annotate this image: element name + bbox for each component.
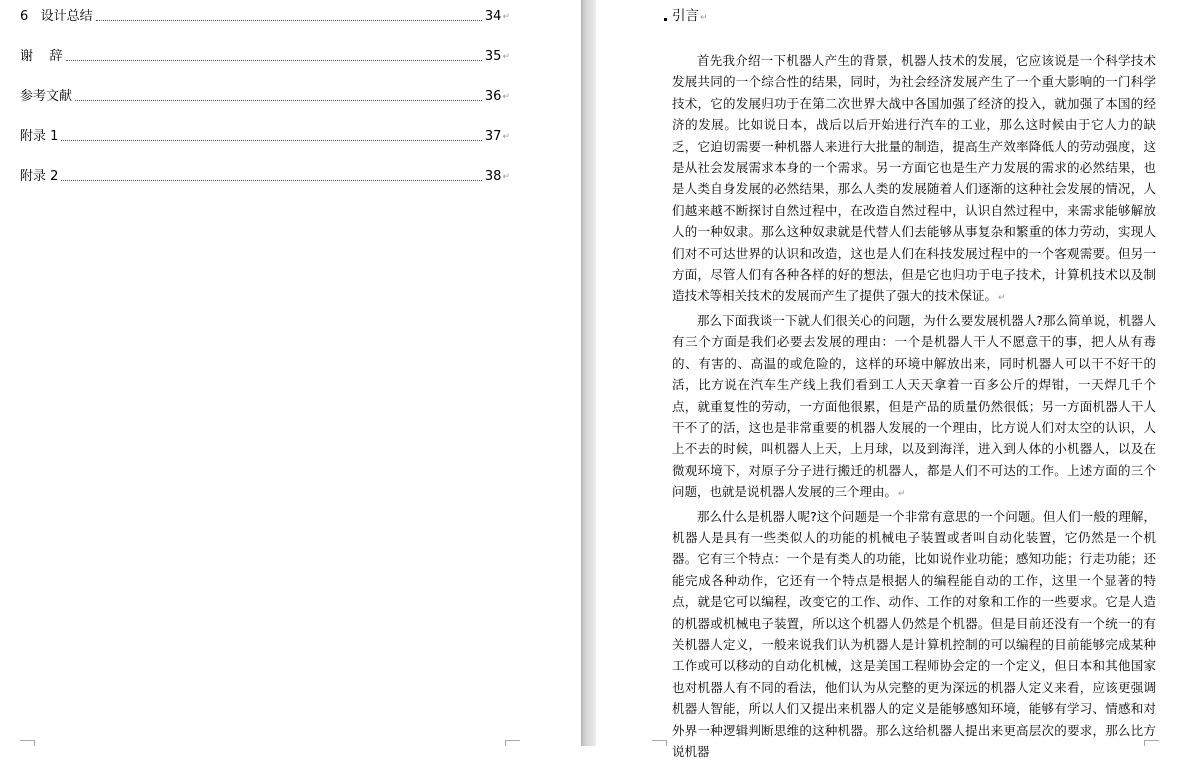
toc-entry-page: 34: [484, 9, 502, 24]
margin-corner-marker: [505, 740, 520, 746]
toc-leader-dots: [75, 99, 482, 101]
margin-corner-marker: [20, 740, 35, 746]
toc-entry-title: 附录 1: [20, 129, 59, 144]
toc-entry-appendix-2[interactable]: [20, 145, 510, 185]
left-document-page[interactable]: [0, 0, 581, 746]
margin-corner-marker: [652, 740, 667, 746]
paragraph-mark-icon: ↵: [898, 489, 906, 500]
paragraph-mark-icon: ↵: [502, 172, 510, 182]
toc-leader-dots: [61, 179, 482, 181]
toc-entry-appendix-1[interactable]: [20, 105, 510, 145]
toc-entry-page: 35: [484, 49, 502, 64]
toc-leader-dots: [66, 59, 482, 61]
paragraph: [672, 506, 1156, 762]
paragraph: [672, 310, 1156, 506]
paragraph-mark-icon: ↵: [998, 293, 1006, 304]
toc-entry-title: 谢 辞: [20, 49, 63, 64]
toc-entry-acknowledgements[interactable]: [20, 25, 510, 65]
paragraph-text: 首先我介绍一下机器人产生的背景，机器人技术的发展，它应该说是一个科学技术发展共同的一个综合性的结果，同时，为社会经济发展产生了一个重大影响的一门科学技术，它的发展归功于在第二次世界大战中各国加强了经济的投入，就加强了本国的经济的发展。比如说日本，战后以后开始进行汽车的工业，那么这时候由于它人力的缺乏，它迫切需要一种机器人来进行大批量的制造，提高生产效率降低人的劳动强度，这是从社会发展需求本身的一个需求。另一方面它也是生产力发展的需求的必然结果，也是人类自身发展的必然结果，那么人类的发展随着人们逐渐的这种社会发展的情况，人们越来越不断探讨自然过程中，在改造自然过程中，认识自然过程中，来需求能够解放人的一种奴隶。那么这种奴隶就是代替人们去能够从事复杂和繁重的体力劳动，实现人们对不可达世界的认识和改造，这也是人们在科技发展过程中的一个客观需要。但另一方面，尽管人们有各种各样的好的想法，但是它也归功于电子技术，计算机技术以及制造技术等相关技术的发展而产生了提供了强大的技术保证。: [672, 53, 1156, 304]
table-of-contents: [20, 0, 510, 185]
paragraph-mark-icon: ↵: [502, 12, 510, 22]
toc-entry-title: 附录 2: [20, 169, 59, 184]
toc-entry-design-summary[interactable]: [20, 0, 510, 25]
page-gap: [581, 0, 596, 746]
paragraph-mark-icon: ↵: [700, 13, 708, 23]
toc-entry-title: 6 设计总结: [20, 9, 93, 24]
section-heading: [672, 4, 708, 24]
toc-entry-references[interactable]: [20, 65, 510, 105]
toc-leader-dots: [96, 19, 482, 21]
toc-entry-page: 38: [484, 169, 502, 184]
paragraph-mark-icon: ↵: [502, 52, 510, 62]
paragraph-text: 那么下面我谈一下就人们很关心的问题，为什么要发展机器人?那么简单说，机器人有三个方面是我们必要去发展的理由：一个是机器人干人不愿意干的事，把人从有毒的、有害的、高温的或危险的，这样的环境中解放出来，同时机器人可以干不好干的活，比方说在汽车生产线上我们看到工人天天拿着一百多公斤的焊钳，一天焊几千个点，就重复性的劳动，一方面他很累，但是产品的质量仍然很低；另一方面机器人干人干不了的活，这也是非常重要的机器人发展的一个理由，比方说人们对太空的认识，人上不去的时候，叫机器人上天，上月球，以及到海洋，进入到人体的小机器人，以及在微观环境下，对原子分子进行搬迁的机器人，都是人们不可达的工作。上述方面的三个问题，也就是说机器人发展的三个理由。: [672, 312, 1156, 500]
paragraph: [672, 50, 1156, 310]
paragraph-mark-icon: ↵: [502, 92, 510, 102]
toc-leader-dots: [61, 139, 482, 141]
paragraph-text: 那么什么是机器人呢?这个问题是一个非常有意思的一个问题。但人们一般的理解，机器人是具有一些类似人的功能的机械电子装置或者叫自动化装置，它仍然是一个机器。它有三个特点：一个是有类人的功能，比如说作业功能；感知功能；行走功能；还能完成各种动作，它还有一个特点是根据人的编程能自动的工作，这里一个显著的特点，就是它可以编程，改变它的工作、动作、工作的对象和工作的一些要求。它是人造的机器或机械电子装置，所以这个机器人仍然是个机器。但是目前还没有一个统一的有关机器人定义，一般来说我们认为机器人是计算机控制的可以编程的目前能够完成某种工作或可以移动的自动化机械，这是美国工程师协会定的一个定义，但日本和其他国家也对机器人有不同的看法，他们认为从完整的更为深远的机器人定义来看，应该更强调机器人智能，所以人们又提出来机器人的定义是能够感知环境，能够有学习、情感和对外界一种逻辑判断思维的这种机器。那么这给机器人提出来更高层次的要求，那么比方说机器: [672, 508, 1156, 759]
body-text[interactable]: [672, 50, 1156, 762]
section-heading-text: 引言: [672, 8, 699, 24]
paragraph-mark-icon: ↵: [502, 132, 510, 142]
toc-entry-page: 36: [484, 89, 502, 104]
text-cursor-marker: [664, 18, 667, 21]
toc-entry-title: 参考文献: [20, 89, 73, 104]
toc-entry-page: 37: [484, 129, 502, 144]
